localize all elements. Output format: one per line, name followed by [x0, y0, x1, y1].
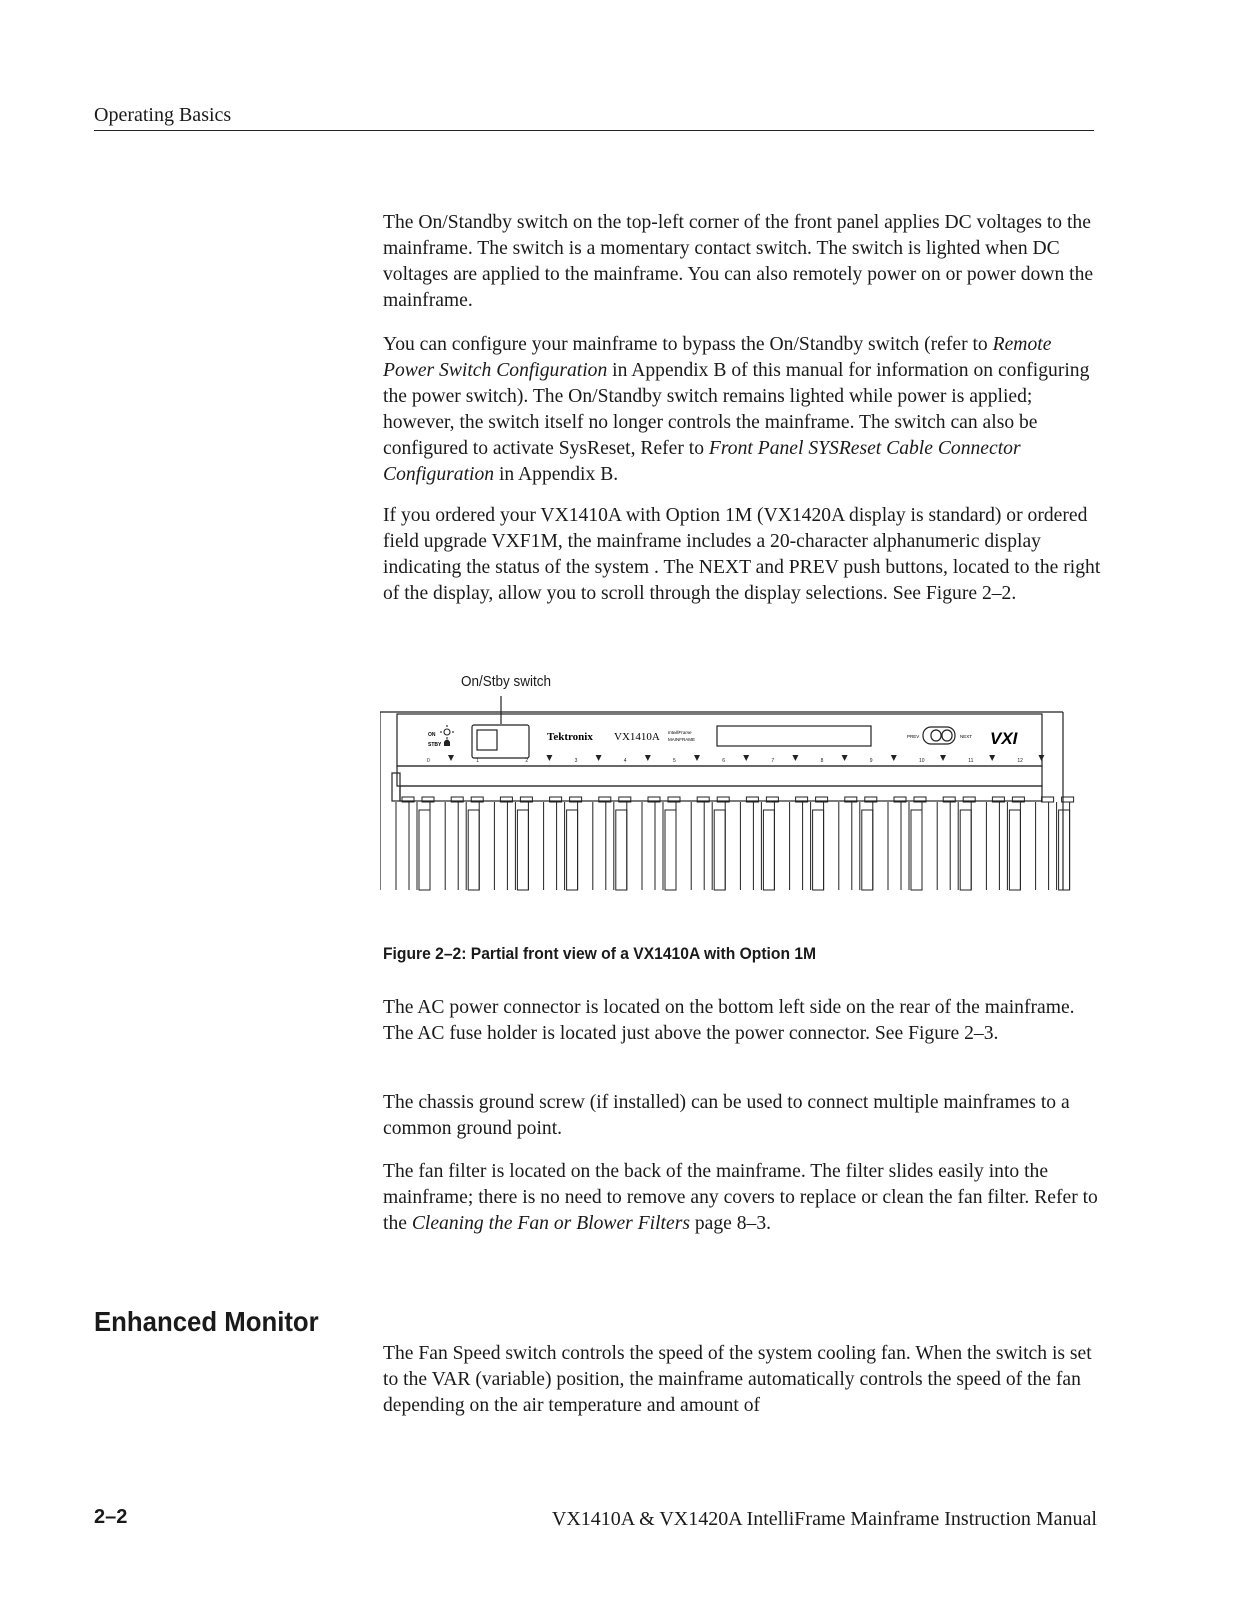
- alphanumeric-display: [717, 726, 871, 746]
- slot-guides: [396, 797, 1074, 890]
- slot-arrow-icon: [842, 755, 848, 761]
- slot-card-guide: [960, 810, 971, 890]
- text-run: You can configure your mainframe to bypass the On/Standby switch (refer to: [383, 334, 993, 355]
- slot-arrow-icon: [989, 755, 995, 761]
- slot-arrow-icon: [448, 755, 454, 761]
- paragraph-fan-filter: [383, 1159, 1103, 1237]
- slot-arrow-icon: [891, 755, 897, 761]
- mainframe-label: MAINFRAME: [668, 737, 695, 742]
- brand-logo: Tektronix: [547, 731, 593, 743]
- next-label: NEXT: [960, 734, 973, 739]
- slot-number-8: 8: [820, 758, 824, 764]
- text-run: in Appendix B of this manual for information on configuring the power switch). The On/Standby switch remains lighted while power is applied; however, the switch itself no longer controls the mainframe. The switch can also be configured to activate SysReset, Refer to: [383, 360, 1090, 459]
- footer-title: VX1410A & VX1420A IntelliFrame Mainframe Instruction Manual: [551, 1508, 1097, 1530]
- intelliframe-label: IntelliFrame: [668, 730, 692, 735]
- slot-number-7: 7: [771, 758, 775, 764]
- slot-card-guide: [1009, 810, 1020, 890]
- cross-reference: Cleaning the Fan or Blower Filters: [411, 1213, 690, 1234]
- figure-callout: On/Stby switch: [461, 673, 552, 690]
- slot-number-5: 5: [673, 758, 676, 764]
- standby-light-icon: [444, 740, 450, 747]
- slot-number-9: 9: [869, 758, 873, 764]
- cross-reference: Remote Power Switch Configuration: [383, 334, 1052, 381]
- on-label: ON: [428, 732, 436, 738]
- stby-label: STBY: [428, 742, 442, 748]
- slot-arrow-icon: [743, 755, 749, 761]
- slot-card-guide: [567, 810, 578, 890]
- slot-number-group: [427, 758, 1023, 764]
- slot-arrow-icon: [792, 755, 798, 761]
- running-header: Operating Basics: [94, 104, 1094, 131]
- slot-card-guide: [616, 810, 627, 890]
- paragraph-display-option: If you ordered your VX1410A with Option 1M (VX1420A display is standard) or ordered field upgrade VXF1M, the mainframe includes a 20-character alphanumeric display indicating the status of the system . The NEXT and PREV push buttons, located to the right of the display, allow you to scroll through the display selections. See Figure 2–2.: [383, 505, 1101, 604]
- cross-reference: Front Panel SYSReset Cable Connector Configuration: [383, 438, 1021, 485]
- paragraph-fan-speed: The Fan Speed switch controls the speed of the system cooling fan. When the switch is set to the VAR (variable) position, the mainframe automatically controls the speed of the fan depending on the air temperature and amount of: [383, 1343, 1092, 1416]
- on-light-icon: [440, 725, 454, 739]
- slot-number-3: 3: [574, 758, 578, 764]
- slot-card-guide: [862, 810, 873, 890]
- vxi-logo: VXI: [990, 729, 1018, 748]
- slot-arrow-icon: [1038, 755, 1044, 761]
- prev-next-buttons: [923, 727, 955, 744]
- page-number: 2–2: [94, 1506, 128, 1528]
- slot-card-guide: [813, 810, 824, 890]
- slot-card-guide: [468, 810, 479, 890]
- figure-caption: Figure 2–2: Partial front view of a VX1410A with Option 1M: [383, 944, 817, 963]
- slot-card-guide: [665, 810, 676, 890]
- paragraph-ground-screw: The chassis ground screw (if installed) can be used to connect multiple mainframes to a common ground point.: [383, 1092, 1070, 1139]
- slot-card-guide: [419, 810, 430, 890]
- prev-label: PREV: [907, 734, 920, 739]
- slot-number-12: 12: [1017, 758, 1023, 764]
- slot-arrow-icon: [546, 755, 552, 761]
- paragraph-ac-power: The AC power connector is located on the bottom left side on the rear of the mainframe. The AC fuse holder is located just above the power connector. See Figure 2–3.: [383, 997, 1075, 1044]
- slot-number-2: 2: [525, 758, 529, 764]
- model-label: VX1410A: [614, 731, 660, 743]
- slot-number-11: 11: [968, 758, 974, 764]
- slot-number-1: 1: [476, 758, 479, 764]
- slot-arrows: [448, 755, 1044, 761]
- text-run: page 8–3.: [689, 1213, 772, 1234]
- slot-arrow-icon: [694, 755, 700, 761]
- slot-number-6: 6: [722, 758, 725, 764]
- front-panel-figure: [380, 690, 1080, 905]
- slot-card-guide: [911, 810, 922, 890]
- section-heading: Enhanced Monitor: [94, 1306, 319, 1337]
- slot-number-4: 4: [623, 758, 627, 764]
- text-run: The fan filter is located on the back of the mainframe. The filter slides easily into the mainframe; there is no need to remove any covers to replace or clean the fan filter. Refer to the: [383, 1161, 1098, 1234]
- slot-number-0: 0: [427, 758, 430, 764]
- paragraph-bypass-switch: [383, 332, 1103, 488]
- text-run: in Appendix B.: [494, 464, 619, 485]
- slot-number-10: 10: [919, 758, 925, 764]
- slot-card-guide: [714, 810, 725, 890]
- slot-arrow-icon: [940, 755, 946, 761]
- slot-tab: [1042, 797, 1054, 802]
- paragraph-on-standby: The On/Standby switch on the top-left corner of the front panel applies DC voltages to the mainframe. The switch is a momentary contact switch. The switch is lighted when DC voltages are applied to the mainframe. You can also remotely power on or power down the mainframe.: [383, 212, 1094, 311]
- slot-card-guide: [763, 810, 774, 890]
- slot-arrow-icon: [596, 755, 602, 761]
- slot-card-guide: [517, 810, 528, 890]
- slot-arrow-icon: [645, 755, 651, 761]
- slot-card-guide: [1059, 810, 1070, 890]
